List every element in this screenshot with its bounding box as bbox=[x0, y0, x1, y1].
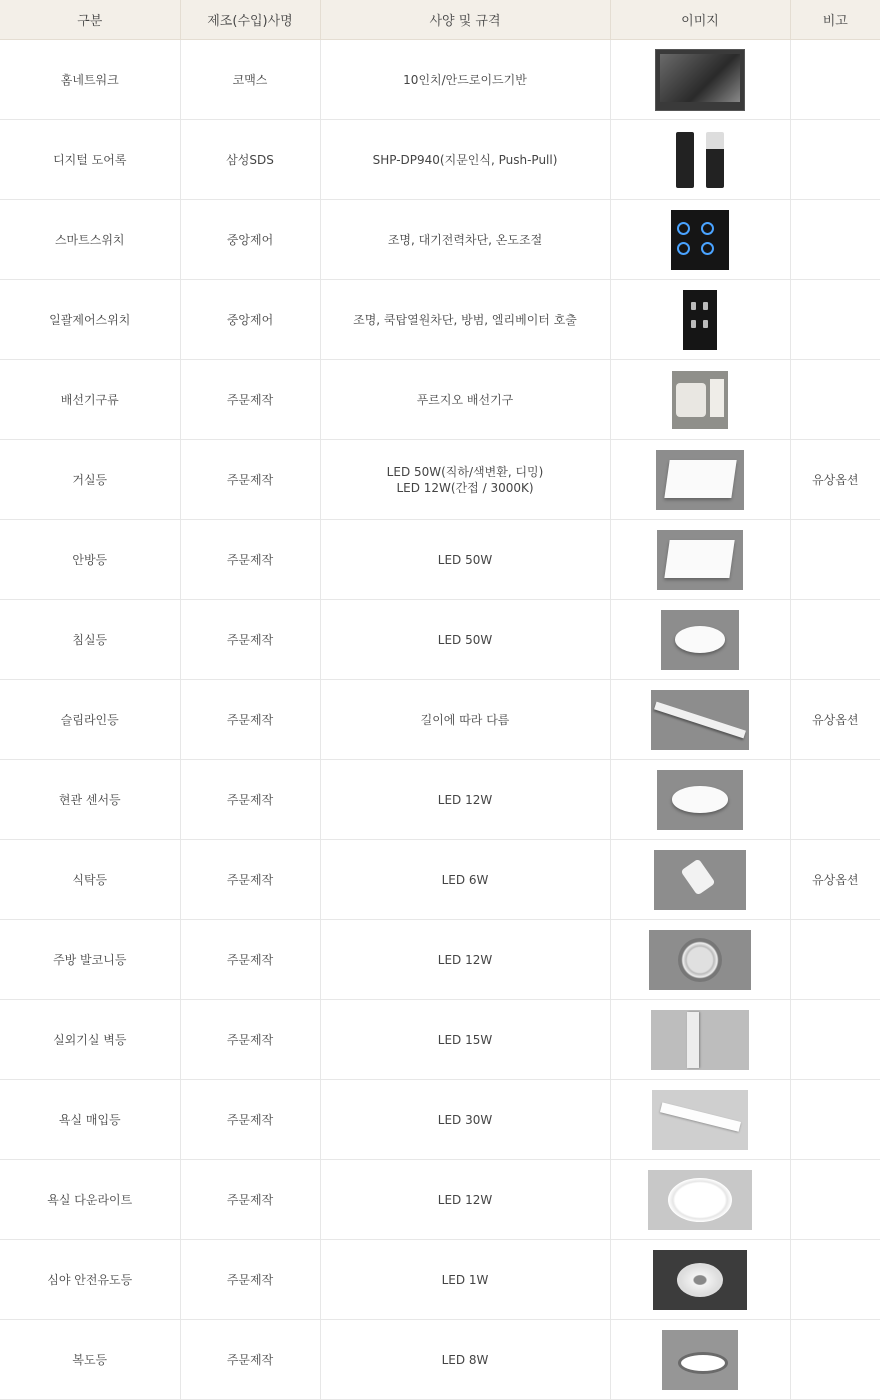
cell-spec bbox=[320, 1240, 610, 1320]
wall-light-icon bbox=[651, 1010, 749, 1070]
cell-image bbox=[610, 920, 790, 1000]
cell-spec bbox=[320, 840, 610, 920]
cell-note: 유상옵션 bbox=[790, 840, 880, 920]
outlet-icon bbox=[672, 371, 728, 429]
table-row bbox=[0, 1160, 880, 1240]
corridor-light-icon bbox=[662, 1330, 738, 1390]
cell-spec bbox=[320, 680, 610, 760]
spec-line: LED 12W(간접 / 3000K) bbox=[396, 480, 534, 495]
cell-note bbox=[790, 280, 880, 360]
night-guide-light-icon bbox=[653, 1250, 747, 1310]
cell-maker: 주문제작 bbox=[180, 680, 320, 760]
cell-maker: 주문제작 bbox=[180, 1160, 320, 1240]
smart-switch-icon bbox=[671, 210, 729, 270]
spec-line: LED 8W bbox=[441, 1352, 489, 1367]
recessed-light-icon bbox=[652, 1090, 748, 1150]
table-header-row bbox=[0, 0, 880, 40]
cell-spec bbox=[320, 520, 610, 600]
cell-category: 주방 발코니등 bbox=[0, 920, 180, 1000]
cell-note bbox=[790, 40, 880, 120]
master-switch-icon bbox=[683, 290, 717, 350]
cell-image bbox=[610, 280, 790, 360]
cell-maker: 주문제작 bbox=[180, 920, 320, 1000]
cell-category: 안방등 bbox=[0, 520, 180, 600]
cell-note bbox=[790, 200, 880, 280]
table-row bbox=[0, 1000, 880, 1080]
spec-line: 조명, 대기전력차단, 온도조절 bbox=[387, 232, 543, 247]
cell-note bbox=[790, 600, 880, 680]
header-image: 이미지 bbox=[610, 0, 790, 40]
table-row bbox=[0, 600, 880, 680]
cell-maker: 주문제작 bbox=[180, 1080, 320, 1160]
slim-line-light-icon bbox=[651, 690, 749, 750]
spec-line: LED 50W bbox=[437, 632, 493, 647]
header-maker: 제조(수입)사명 bbox=[180, 0, 320, 40]
table-row bbox=[0, 280, 880, 360]
cell-maker: 주문제작 bbox=[180, 1000, 320, 1080]
cell-image bbox=[610, 120, 790, 200]
table-row bbox=[0, 680, 880, 760]
cell-maker: 주문제작 bbox=[180, 1240, 320, 1320]
cell-spec bbox=[320, 1160, 610, 1240]
cell-spec bbox=[320, 920, 610, 1000]
cell-category: 심야 안전유도등 bbox=[0, 1240, 180, 1320]
spec-line: LED 30W bbox=[437, 1112, 493, 1127]
cell-spec bbox=[320, 1080, 610, 1160]
cell-maker: 주문제작 bbox=[180, 1320, 320, 1400]
spec-line: 길이에 따라 다름 bbox=[420, 712, 510, 727]
cell-category: 실외기실 벽등 bbox=[0, 1000, 180, 1080]
cell-note bbox=[790, 1160, 880, 1240]
spec-line: 10인치/안드로이드기반 bbox=[403, 72, 527, 87]
cell-maker: 주문제작 bbox=[180, 760, 320, 840]
cell-category: 복도등 bbox=[0, 1320, 180, 1400]
cell-image bbox=[610, 360, 790, 440]
cell-note bbox=[790, 1240, 880, 1320]
square-panel-light-icon bbox=[657, 530, 743, 590]
spec-line: SHP-DP940(지문인식, Push-Pull) bbox=[372, 152, 558, 167]
cell-note bbox=[790, 1320, 880, 1400]
cell-maker: 주문제작 bbox=[180, 440, 320, 520]
cell-category: 홈네트워크 bbox=[0, 40, 180, 120]
table-row bbox=[0, 760, 880, 840]
spec-line: LED 12W bbox=[437, 792, 493, 807]
cell-maker: 중앙제어 bbox=[180, 200, 320, 280]
cell-maker: 주문제작 bbox=[180, 600, 320, 680]
spec-line: LED 12W bbox=[437, 1192, 493, 1207]
cell-image bbox=[610, 840, 790, 920]
cell-image bbox=[610, 760, 790, 840]
cell-image bbox=[610, 520, 790, 600]
header-category: 구분 bbox=[0, 0, 180, 40]
table-row bbox=[0, 120, 880, 200]
spec-line: LED 1W bbox=[441, 1272, 489, 1287]
cell-image bbox=[610, 680, 790, 760]
table-row bbox=[0, 920, 880, 1000]
cell-category: 욕실 다운라이트 bbox=[0, 1160, 180, 1240]
table-row bbox=[0, 40, 880, 120]
header-spec: 사양 및 규격 bbox=[320, 0, 610, 40]
spec-line: LED 6W bbox=[441, 872, 489, 887]
table-row bbox=[0, 840, 880, 920]
spec-line: LED 12W bbox=[437, 952, 493, 967]
cell-note: 유상옵션 bbox=[790, 680, 880, 760]
spec-line: LED 50W bbox=[437, 552, 493, 567]
cell-category: 식탁등 bbox=[0, 840, 180, 920]
cell-category: 일괄제어스위치 bbox=[0, 280, 180, 360]
cell-category: 침실등 bbox=[0, 600, 180, 680]
spec-line: LED 50W(직하/색변환, 디밍) bbox=[386, 464, 544, 479]
table-row bbox=[0, 200, 880, 280]
cell-category: 슬림라인등 bbox=[0, 680, 180, 760]
spot-light-icon bbox=[654, 850, 746, 910]
spec-line: 푸르지오 배선기구 bbox=[416, 392, 514, 407]
cell-image bbox=[610, 600, 790, 680]
balcony-light-icon bbox=[649, 930, 751, 990]
cell-category: 거실등 bbox=[0, 440, 180, 520]
cell-maker: 주문제작 bbox=[180, 520, 320, 600]
table-row bbox=[0, 440, 880, 520]
cell-maker: 중앙제어 bbox=[180, 280, 320, 360]
spec-line: LED 15W bbox=[437, 1032, 493, 1047]
table-body bbox=[0, 40, 880, 1400]
table-row bbox=[0, 360, 880, 440]
table-row bbox=[0, 1080, 880, 1160]
living-room-light-icon bbox=[656, 450, 744, 510]
cell-spec bbox=[320, 200, 610, 280]
cell-image bbox=[610, 1000, 790, 1080]
sensor-light-icon bbox=[657, 770, 743, 830]
cell-spec bbox=[320, 440, 610, 520]
cell-note bbox=[790, 920, 880, 1000]
cell-note bbox=[790, 1000, 880, 1080]
cell-spec bbox=[320, 360, 610, 440]
cell-image bbox=[610, 200, 790, 280]
cell-note bbox=[790, 1080, 880, 1160]
cell-spec bbox=[320, 40, 610, 120]
cell-spec bbox=[320, 280, 610, 360]
cell-category: 디지털 도어록 bbox=[0, 120, 180, 200]
table-row bbox=[0, 520, 880, 600]
cell-note bbox=[790, 760, 880, 840]
cell-maker: 주문제작 bbox=[180, 840, 320, 920]
cell-image bbox=[610, 440, 790, 520]
cell-maker: 삼성SDS bbox=[180, 120, 320, 200]
cell-category: 스마트스위치 bbox=[0, 200, 180, 280]
cell-spec bbox=[320, 1320, 610, 1400]
table-row bbox=[0, 1320, 880, 1400]
spec-line: 조명, 쿡탑열원차단, 방범, 엘리베이터 호출 bbox=[353, 312, 577, 327]
cell-image bbox=[610, 40, 790, 120]
cell-note: 유상옵션 bbox=[790, 440, 880, 520]
cell-image bbox=[610, 1160, 790, 1240]
cell-note bbox=[790, 360, 880, 440]
cell-image bbox=[610, 1320, 790, 1400]
cell-note bbox=[790, 120, 880, 200]
cell-maker: 코맥스 bbox=[180, 40, 320, 120]
cell-image bbox=[610, 1240, 790, 1320]
header-note: 비고 bbox=[790, 0, 880, 40]
cell-category: 현관 센서등 bbox=[0, 760, 180, 840]
cell-category: 배선기구류 bbox=[0, 360, 180, 440]
door-lock-icon bbox=[674, 130, 726, 190]
round-ceiling-light-icon bbox=[661, 610, 739, 670]
cell-note bbox=[790, 520, 880, 600]
cell-category: 욕실 매입등 bbox=[0, 1080, 180, 1160]
cell-image bbox=[610, 1080, 790, 1160]
cell-spec bbox=[320, 120, 610, 200]
table-row bbox=[0, 1240, 880, 1320]
cell-spec bbox=[320, 1000, 610, 1080]
cell-spec bbox=[320, 760, 610, 840]
downlight-icon bbox=[648, 1170, 752, 1230]
wall-pad-monitor-icon bbox=[655, 49, 745, 111]
cell-maker: 주문제작 bbox=[180, 360, 320, 440]
cell-spec bbox=[320, 600, 610, 680]
